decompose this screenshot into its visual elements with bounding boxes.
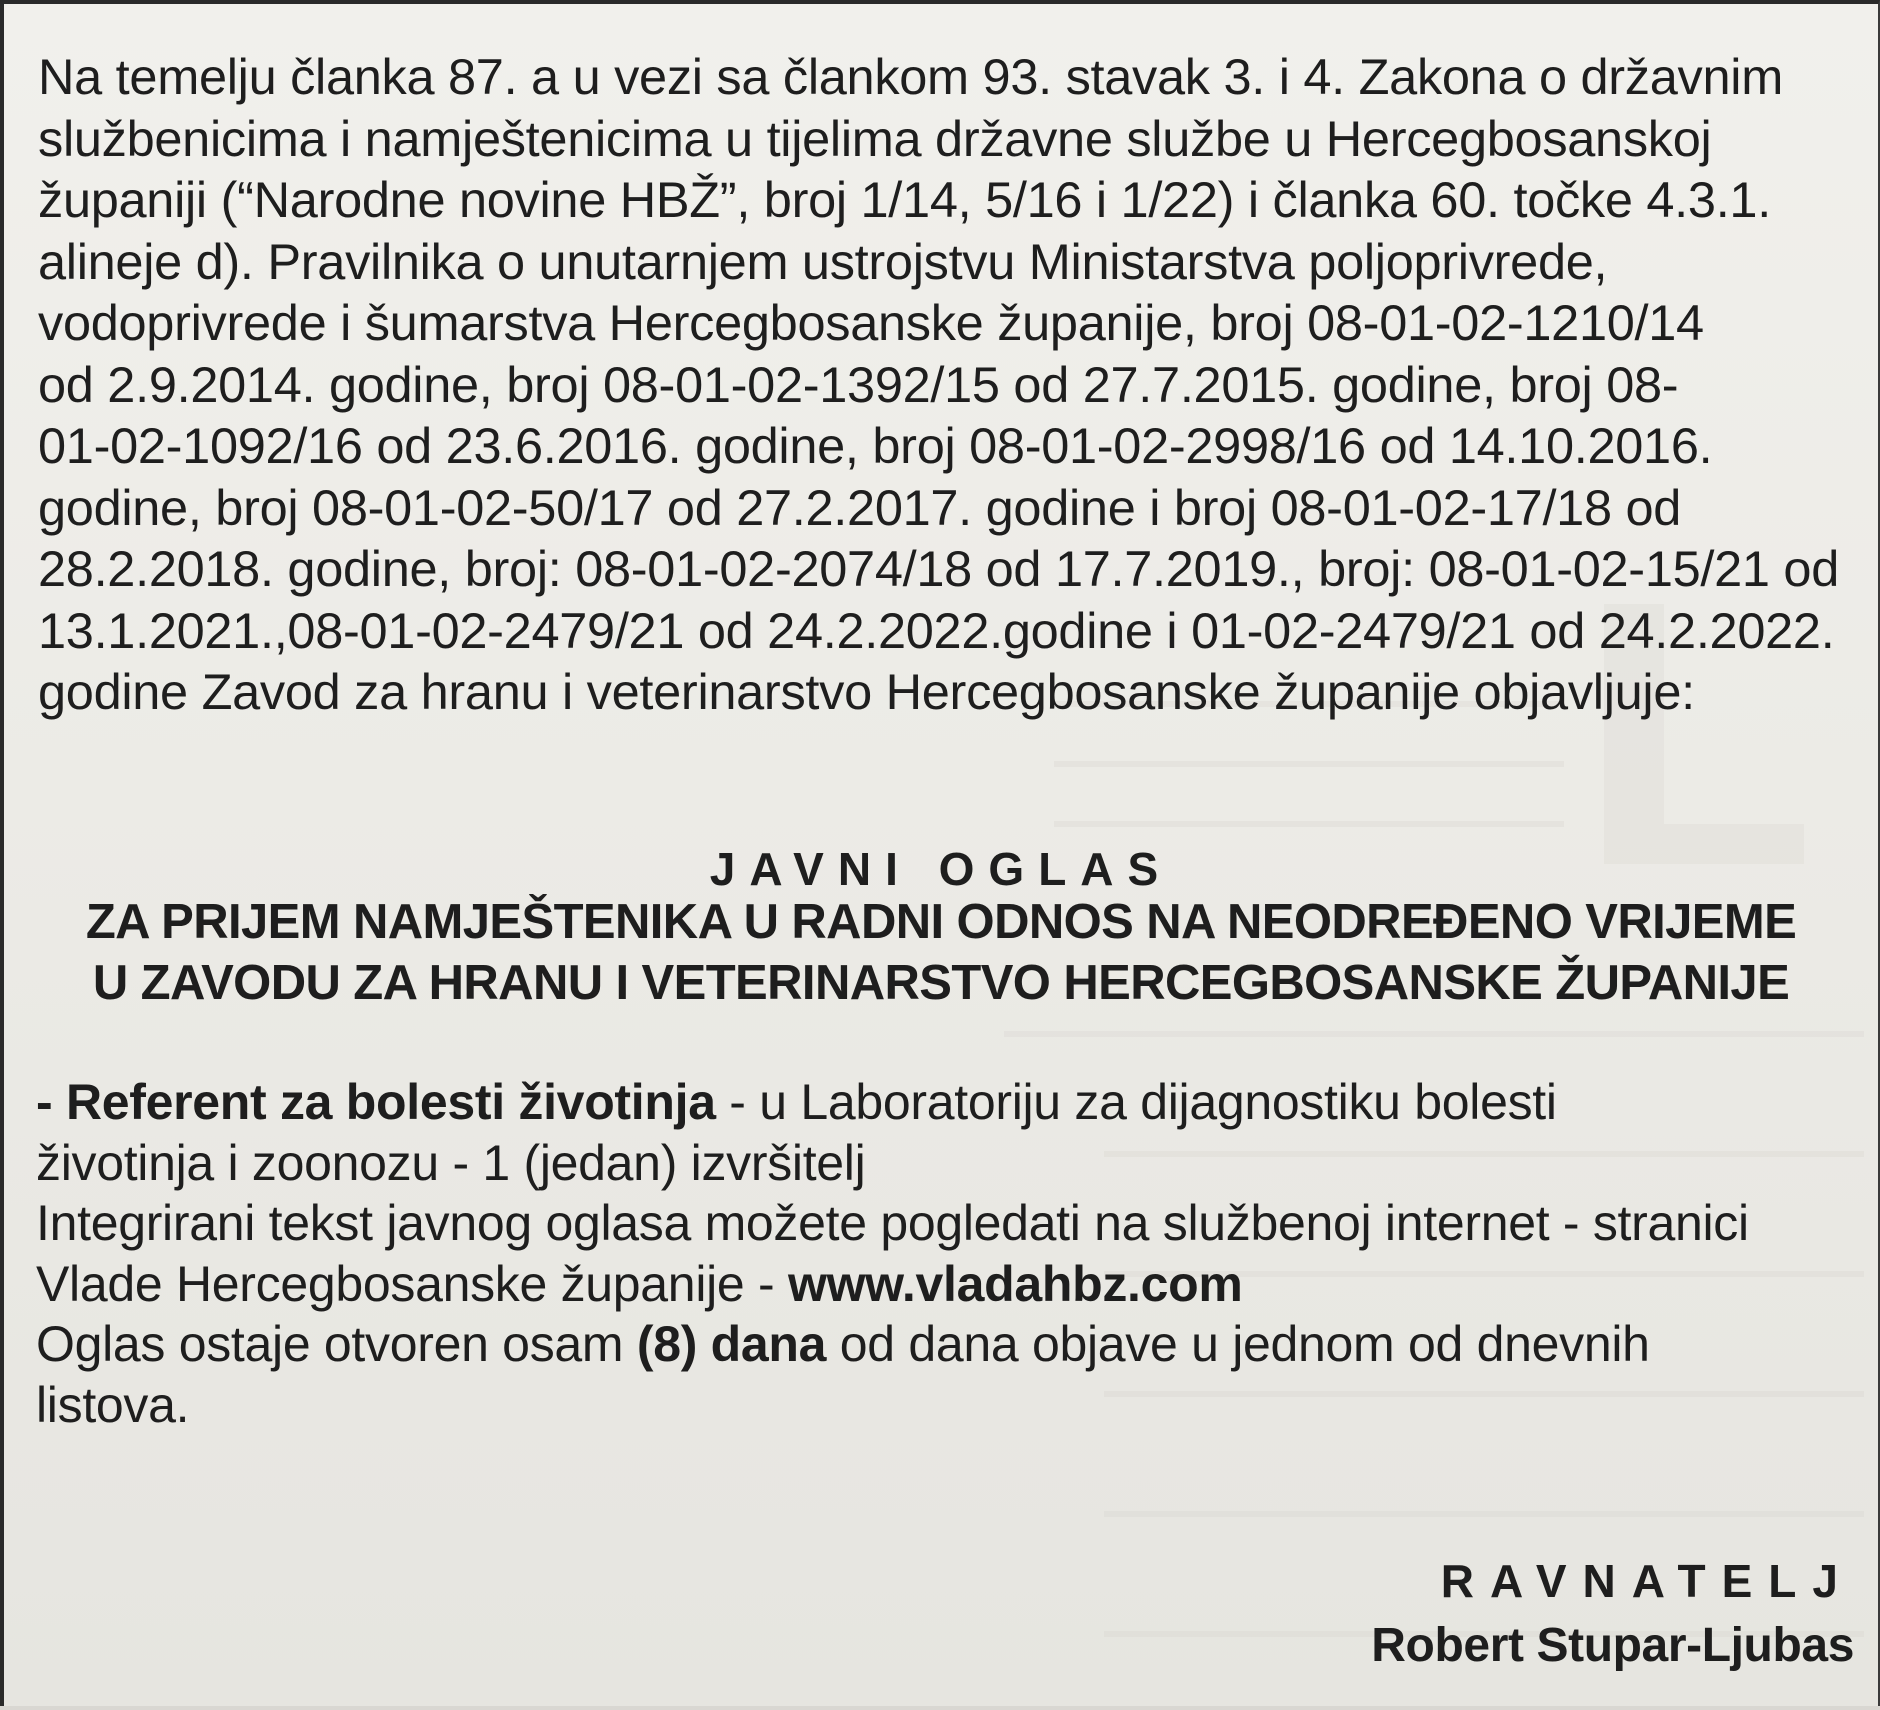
intro-line: službenicima i namještenicima u tijelima državne službe u Hercegbosanskoj [38, 109, 1712, 167]
announcement-subtitle-line1: ZA PRIJEM NAMJEŠTENIKA U RADNI ODNOS NA NEODREĐENO VRIJEME [85, 895, 1797, 949]
position-line-2: životinja i zoonozu - 1 (jedan) izvršitelj [36, 1134, 866, 1191]
deadline-days: (8) dana [636, 1316, 827, 1372]
announcement-subtitle-line2: U ZAVODU ZA HRANU I VETERINARSTVO HERCEGBOSANSKE ŽUPANIJE [92, 956, 1790, 1010]
intro-line: 13.1.2021.,08-01-02-2479/21 od 24.2.2022.godine i 01-02-2479/21 od 24.2.2022. [38, 601, 1835, 659]
intro-line: 28.2.2018. godine, broj: 08-01-02-2074/18 od 17.7.2019., broj: 08-01-02-15/21 od [38, 540, 1840, 597]
deadline-end: listova. [36, 1376, 190, 1433]
info-line: Integrirani tekst javnog oglasa možete pogledati na službenoj internet - stranici [36, 1195, 1749, 1251]
info-line-2 [36, 1254, 1856, 1315]
intro-line: alineje d). Pravilnika o unutarnjem ustrojstvu Ministarstva poljoprivrede, [38, 232, 1608, 290]
intro-paragraph [38, 46, 1848, 723]
intro-line: godine Zavod za hranu i veterinarstvo Hercegbosanske županije objavljuje: [38, 663, 1695, 720]
position-title: - Referent za bolesti životinja [36, 1074, 716, 1130]
intro-line: vodoprivrede i šumarstva Hercegbosanske županije, broj 08-01-02-1210/14 [38, 294, 1704, 351]
position-line [36, 1072, 1856, 1133]
info-text: Vlade Hercegbosanske županije - [36, 1255, 788, 1312]
intro-line: 01-02-1092/16 od 23.6.2016. godine, broj 08-01-02-2998/16 od 14.10.2016. [38, 417, 1713, 474]
intro-line: godine, broj 08-01-02-50/17 od 27.2.2017. godine i broj 08-01-02-17/18 od [38, 478, 1682, 536]
announcement-title: JAVNI OGLAS [709, 843, 1173, 895]
announcement-body [36, 1072, 1856, 1435]
intro-line: Na temelju članka 87. a u vezi sa člankom 93. stavak 3. i 4. Zakona o državnim [38, 48, 1783, 105]
intro-line: županiji (“Narodne novine HBŽ”, broj 1/14, 5/16 i 1/22) i članka 60. točke 4.3.1. [38, 171, 1771, 228]
intro-line: od 2.9.2014. godine, broj 08-01-02-1392/15 od 27.7.2015. godine, broj 08- [38, 355, 1679, 413]
deadline-line [36, 1314, 1856, 1375]
signature-name: Robert Stupar-Ljubas [1371, 1619, 1854, 1672]
position-desc: - u Laboratoriju za dijagnostiku bolesti [715, 1074, 1557, 1130]
website-link[interactable]: www.vladahbz.com [787, 1255, 1243, 1312]
deadline-pre: Oglas ostaje otvoren osam [36, 1316, 637, 1372]
signature-title: RAVNATELJ [1440, 1555, 1854, 1607]
deadline-post: od dana objave u jednom od dnevnih [826, 1316, 1650, 1372]
